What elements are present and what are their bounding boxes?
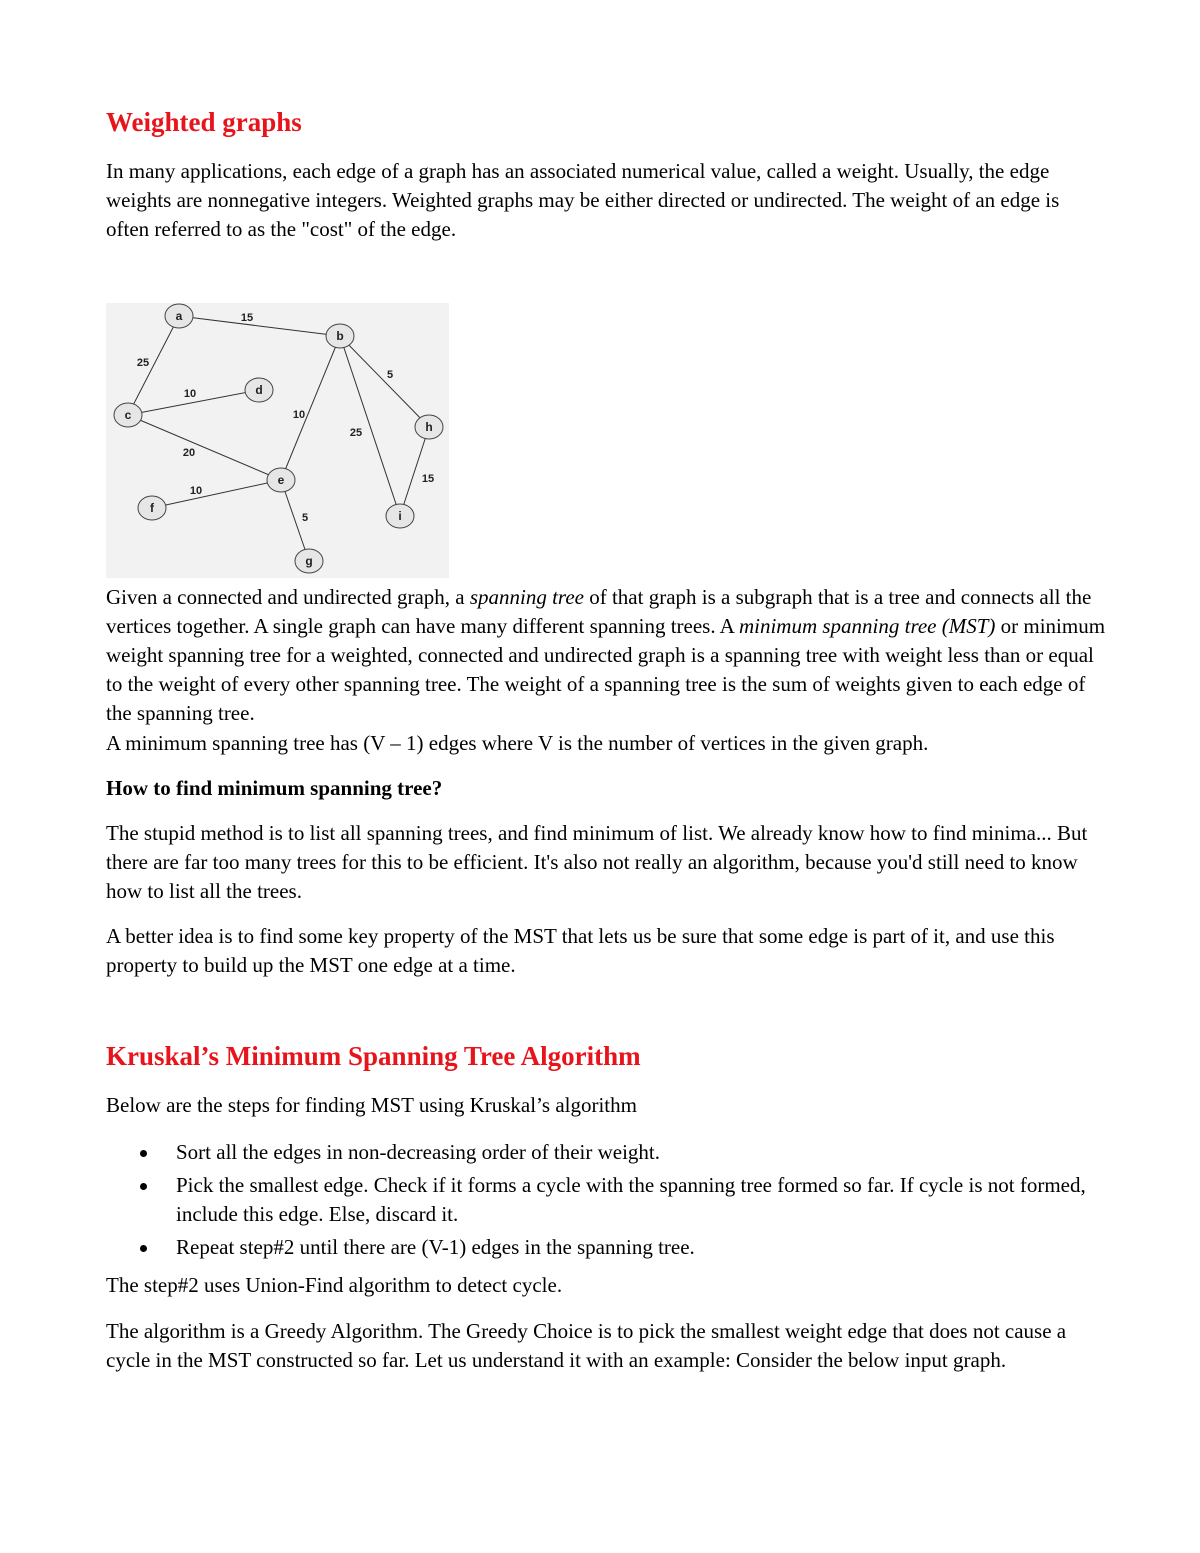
definition-text-2: of that graph is a subgraph that is a tree and connects all the vertices together. A single graph can have many different spanning trees. A	[106, 585, 1092, 638]
weighted-graph-figure	[106, 303, 449, 578]
edge-weight-label: 20	[182, 446, 196, 459]
weighted-graph-diagram	[106, 303, 449, 578]
edge-weight-label: 10	[189, 484, 203, 497]
bullet-icon	[140, 1150, 147, 1157]
edge-weight-label: 5	[301, 511, 309, 524]
list-item	[106, 1138, 1106, 1167]
term-mst: minimum spanning tree (MST)	[738, 614, 996, 638]
step-text: Sort all the edges in non-decreasing order of their weight.	[176, 1140, 661, 1164]
edge-a-c	[128, 316, 179, 415]
node-label: i	[398, 509, 402, 524]
node-label: g	[305, 554, 313, 569]
node-label: h	[425, 420, 433, 435]
edge-c-e	[128, 415, 281, 480]
question-heading: How to find minimum spanning tree?	[106, 776, 443, 800]
node-label: b	[336, 329, 344, 344]
edge-a-b	[179, 316, 340, 336]
edge-h-i	[400, 427, 429, 516]
definition-text-3: or minimum weight spanning tree for a weighted, connected and undirected graph is a spanning tree with weight less than or equal to the weight of every other spanning tree. The weight of a spanning tree is the sum of weights given to each edge of the spanning tree.	[106, 614, 1106, 725]
kruskal-intro: Below are the steps for finding MST using Kruskal’s algorithm	[106, 1093, 637, 1117]
edge-weight-label: 10	[183, 387, 197, 400]
node-label: d	[255, 383, 263, 398]
union-find-paragraph: The step#2 uses Union-Find algorithm to detect cycle.	[106, 1273, 563, 1297]
spanning-tree-definition	[106, 583, 1106, 728]
edge-weight-label: 10	[292, 408, 306, 421]
edge-weight-label: 15	[421, 472, 435, 485]
bullet-icon	[140, 1245, 147, 1252]
definition-text-1: Given a connected and undirected graph, a	[106, 585, 470, 609]
stupid-method-paragraph: The stupid method is to list all spanning trees, and find minimum of list. We already know how to find minima... But there are far too many trees for this to be efficient. It's also not really an algorithm, because you'd still need to know how to list all the trees.	[106, 821, 1088, 903]
mst-edge-count: A minimum spanning tree has (V – 1) edges where V is the number of vertices in the given graph.	[106, 731, 929, 755]
bullet-icon	[140, 1183, 147, 1190]
edge-b-h	[340, 336, 429, 427]
step-text: Pick the smallest edge. Check if it forms a cycle with the spanning tree formed so far. If cycle is not formed, include this edge. Else, discard it.	[176, 1173, 1086, 1226]
heading-kruskal: Kruskal’s Minimum Spanning Tree Algorithm	[106, 1041, 641, 1071]
edge-b-e	[281, 336, 340, 480]
edge-weight-label: 5	[386, 368, 394, 381]
greedy-paragraph: The algorithm is a Greedy Algorithm. The Greedy Choice is to pick the smallest weight edge that does not cause a cycle in the MST constructed so far. Let us understand it with an example: Consider the below input graph.	[106, 1319, 1067, 1372]
node-label: e	[277, 473, 285, 488]
step-text: Repeat step#2 until there are (V-1) edges in the spanning tree.	[176, 1235, 695, 1259]
node-label: c	[124, 408, 132, 423]
better-idea-paragraph: A better idea is to find some key property of the MST that lets us be sure that some edge is part of it, and use this property to build up the MST one edge at a time.	[106, 924, 1055, 977]
edge-weight-label: 15	[240, 311, 254, 324]
edge-f-e	[152, 480, 281, 508]
weighted-graphs-intro: In many applications, each edge of a graph has an associated numerical value, called a weight. Usually, the edge weights are nonnegative integers. Weighted graphs may be either directed or undirected. The weight of an edge is often referred to as the "cost" of the edge.	[106, 159, 1060, 241]
list-item	[106, 1171, 1106, 1229]
term-spanning-tree: spanning tree	[469, 585, 584, 609]
edge-weight-label: 25	[349, 426, 363, 439]
node-label: a	[175, 309, 183, 324]
node-label: f	[150, 501, 154, 516]
heading-weighted-graphs: Weighted graphs	[106, 107, 302, 137]
edge-weight-label: 25	[136, 356, 150, 369]
kruskal-steps-list	[106, 1138, 1106, 1266]
list-item	[106, 1233, 1106, 1262]
